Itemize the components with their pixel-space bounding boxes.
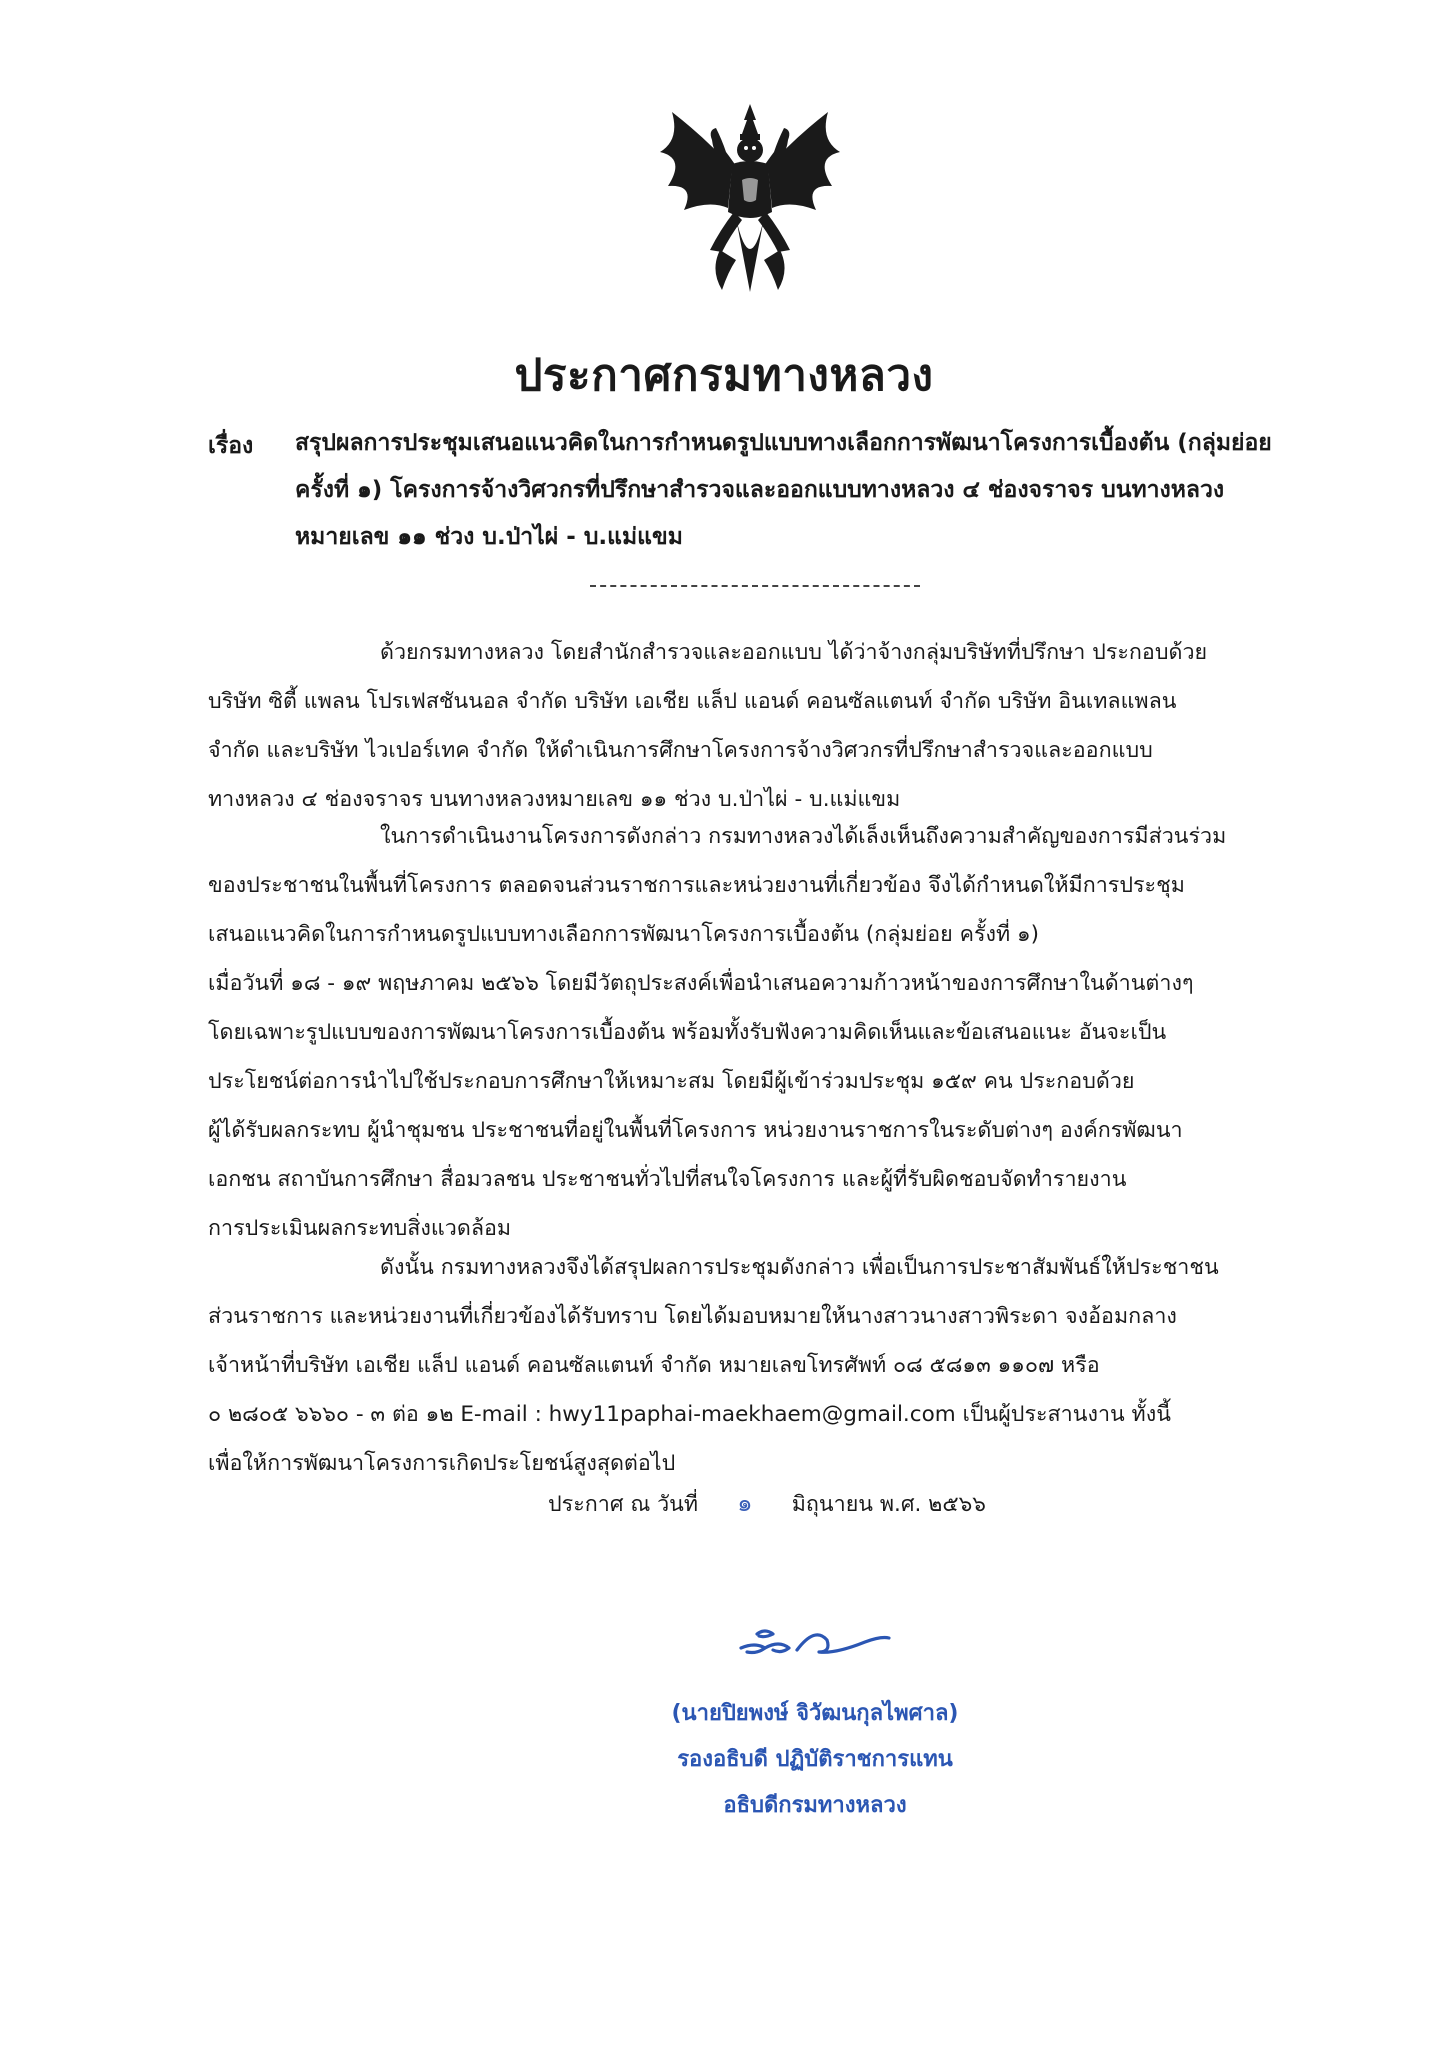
handwritten-signature-icon: [735, 1618, 895, 1664]
paragraph-line: เมื่อวันที่ ๑๘ - ๑๙ พฤษภาคม ๒๕๖๖ โดยมีวัตถุประสงค์เพื่อนำเสนอความก้าวหน้าของการศึกษาในด้านต่างๆ: [208, 971, 1194, 996]
paragraph-line: เจ้าหน้าที่บริษัท เอเชีย แล็ป แอนด์ คอนซัลแตนท์ จำกัด หมายเลขโทรศัพท์ ๐๘ ๕๘๑๓ ๑๑๐๗ หรือ: [208, 1353, 1100, 1378]
paragraph-contact: [208, 1253, 1310, 1498]
subject-text: [295, 428, 1310, 569]
paragraph-line: ด้วยกรมทางหลวง โดยสำนักสำรวจและออกแบบ ได้ว่าจ้างกลุ่มบริษัทที่ปรึกษา ประกอบด้วย: [380, 640, 1208, 665]
paragraph-line: ๐ ๒๘๐๕ ๖๖๖๐ - ๓ ต่อ ๑๒ E-mail : hwy11paphai-maekhaem@gmail.com เป็นผู้ประสานงาน ทั้งนี้: [208, 1402, 1171, 1427]
paragraph-line: ส่วนราชการ และหน่วยงานที่เกี่ยวข้องได้รับทราบ โดยได้มอบหมายให้นางสาวนางสาวพิระดา จงอ้อมกลาง: [208, 1304, 1177, 1329]
paragraph-line: เอกชน สถาบันการศึกษา สื่อมวลชน ประชาชนทั่วไปที่สนใจโครงการ และผู้ที่รับผิดชอบจัดทำรายงาน: [208, 1167, 1127, 1192]
paragraph-line: ดังนั้น กรมทางหลวงจึงได้สรุปผลการประชุมดังกล่าว เพื่อเป็นการประชาสัมพันธ์ให้ประชาชน: [380, 1255, 1219, 1280]
garuda-emblem-icon: [650, 100, 850, 295]
paragraph-line: ผู้ได้รับผลกระทบ ผู้นำชุมชน ประชาชนที่อยู่ในพื้นที่โครงการ หน่วยงานราชการในระดับต่างๆ องค์กรพัฒนา: [208, 1118, 1183, 1143]
paragraph-line: ในการดำเนินงานโครงการดังกล่าว กรมทางหลวงได้เล็งเห็นถึงความสำคัญของการมีส่วนร่วม: [380, 824, 1227, 849]
date-prefix: ประกาศ ณ วันที่: [548, 1492, 699, 1517]
announcement-date: [548, 1483, 986, 1522]
signer-position: รองอธิบดี ปฏิบัติราชการแทน: [677, 1747, 953, 1772]
paragraph-line: ประโยชน์ต่อการนำไปใช้ประกอบการศึกษาให้เหมาะสม โดยมีผู้เข้าร่วมประชุม ๑๕๙ คน ประกอบด้วย: [208, 1069, 1135, 1094]
subject-label: เรื่อง: [208, 433, 254, 459]
paragraph-line: บริษัท ซิตี้ แพลน โปรเฟสชันนอล จำกัด บริษัท เอเชีย แล็ป แอนด์ คอนซัลแตนท์ จำกัด บริษัท อินเทลแพลน: [208, 689, 1177, 714]
paragraph-line: เสนอแนวคิดในการกำหนดรูปแบบทางเลือกการพัฒนาโครงการเบื้องต้น (กลุ่มย่อย ครั้งที่ ๑): [208, 922, 1040, 947]
paragraph-meeting-details: [208, 822, 1310, 1263]
paragraph-line: การประเมินผลกระทบสิ่งแวดล้อม: [208, 1216, 512, 1241]
subject-line: ครั้งที่ ๑) โครงการจ้างวิศวกรที่ปรึกษาสำรวจและออกแบบทางหลวง ๔ ช่องจราจร บนทางหลวง: [295, 477, 1225, 503]
announcement-title: ประกาศกรมทางหลวง: [514, 350, 934, 401]
paragraph-line: ของประชาชนในพื้นที่โครงการ ตลอดจนส่วนราชการและหน่วยงานที่เกี่ยวข้อง จึงได้กำหนดให้มีการประชุม: [208, 873, 1185, 898]
divider: [590, 585, 920, 587]
date-month-year: มิถุนายน พ.ศ. ๒๕๖๖: [791, 1492, 986, 1517]
signer-name: (นายปิยพงษ์ จิวัฒนกุลไพศาล): [671, 1701, 959, 1726]
subject-line: สรุปผลการประชุมเสนอแนวคิดในการกำหนดรูปแบบทางเลือกการพัฒนาโครงการเบื้องต้น (กลุ่มย่อย: [295, 430, 1272, 456]
date-day: ๑: [737, 1489, 753, 1517]
paragraph-line: โดยเฉพาะรูปแบบของการพัฒนาโครงการเบื้องต้น พร้อมทั้งรับฟังความคิดเห็นและข้อเสนอแนะ อันจะเป็น: [208, 1020, 1167, 1045]
signer-department: อธิบดีกรมทางหลวง: [723, 1793, 907, 1818]
paragraph-background: [208, 638, 1310, 834]
paragraph-line: เพื่อให้การพัฒนาโครงการเกิดประโยชน์สูงสุดต่อไป: [208, 1451, 676, 1476]
paragraph-line: จำกัด และบริษัท ไวเปอร์เทค จำกัด ให้ดำเนินการศึกษาโครงการจ้างวิศวกรที่ปรึกษาสำรวจและออกแบบ: [208, 738, 1153, 763]
paragraph-line: ทางหลวง ๔ ช่องจราจร บนทางหลวงหมายเลข ๑๑ ช่วง บ.ป่าไผ่ - บ.แม่แขม: [208, 787, 901, 812]
subject-line: หมายเลข ๑๑ ช่วง บ.ป่าไผ่ - บ.แม่แขม: [295, 524, 683, 550]
